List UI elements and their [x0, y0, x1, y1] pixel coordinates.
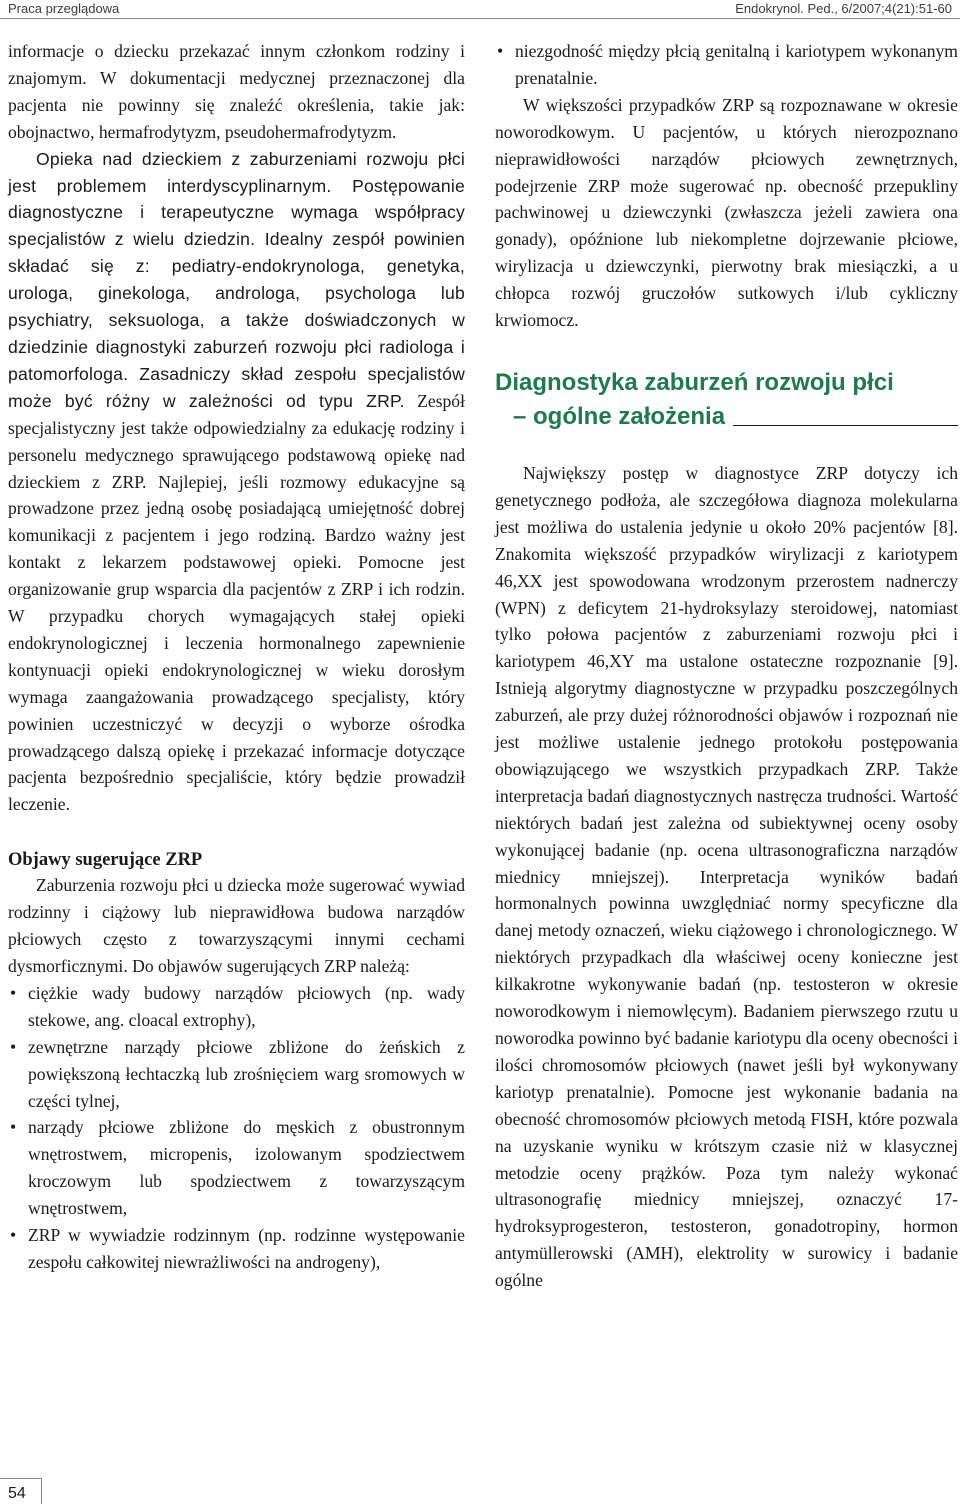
heading-rule [733, 425, 958, 426]
paragraph-sans-part: Opieka nad dzieckiem z zaburzeniami rozwoju płci jest problemem interdyscyplinarnym. Postępowanie diagnostyczne i terapeutyczne wymaga współpracy specjalistów z wielu dziedzin. Idealny zespół powinien składać się z: pediatry-endokrynologa, genetyka, urologa, ginekologa, androloga, psychologa lub psychiatry, seksuologa, a także doświadczonych w dziedzinie diagnostyki zaburzeń rozwoju płci radiologa i patomorfologa. Zasadniczy skład zespołu specjalistów może być różny w zależności od typu ZRP. [8, 148, 465, 411]
paragraph-serif-part: Zespół specjalistyczny jest także odpowiedzialny za edukację rodziny i personelu medycznego sprawującego podstawową opiekę nad dzieckiem z ZRP. Najlepiej, jeśli rozmowy edukacyjne są prowadzone przez jedną osobę posiadającą umiejętność dobrej komunikacji z pacjentem i jego rodziną. Bardzo ważny jest kontakt z lekarzem podstawowej opieki. Pomocne jest organizowanie grup wsparcia dla pacjentów z ZRP i ich rodzin. W przypadku chorych wymagających stałej opieki endokrynologicznej i leczenia hormonalnego zapewnienie kontynuacji opieki endokrynologicznej w wieku dorosłym wymaga zaangażowania prowadzącego specjalisty, który powinien uczestniczyć w decyzji o wyborze ośrodka prowadzącego dalszą opiekę i przekazać informacje dotyczące pacjenta bezpośrednio specjaliście, który będzie prowadził leczenie. [8, 390, 465, 815]
list-item: • zewnętrzne narządy płciowe zbliżone do żeńskich z powiększoną łechtaczką lub zrośnięciem warg sromowych w części tylnej, [8, 1034, 465, 1115]
symptoms-list-continued [495, 38, 958, 92]
section-label: Praca przeglądowa [8, 1, 120, 16]
running-header [0, 0, 960, 19]
paragraph-interdisciplinary-care [8, 146, 465, 819]
paragraph-symptoms-intro: Zaburzenia rozwoju płci u dziecka może sugerować wywiad rodzinny i ciążowy lub nieprawidłowa budowa narządów płciowych często z towarzyszącymi innymi cechami dysmorficznymi. Do objawów sugerujących ZRP należą: [8, 875, 465, 976]
list-item: • ciężkie wady budowy narządów płciowych (np. wady stekowe, ang. cloacal extrophy), [8, 980, 465, 1034]
left-column [8, 38, 465, 1276]
page-number: 54 [0, 1478, 42, 1504]
journal-citation: Endokrynol. Ped., 6/2007;4(21):51-60 [735, 1, 952, 16]
list-item: • niezgodność między płcią genitalną i kariotypem wykonanym prenatalnie. [495, 38, 958, 92]
heading-line-1: Diagnostyka zaburzeń rozwoju płci [495, 368, 894, 396]
paragraph-continuation: informacje o dziecku przekazać innym członkom rodziny i znajomym. W dokumentacji medycznej przeznaczonej dla pacjenta nie powinny się znaleźć określenia, takie jak: obojnactwo, hermafrodytyzm, pseudohermafrodytyzm. [8, 41, 465, 142]
symptoms-list [8, 980, 465, 1276]
section-heading-diagnostics [495, 366, 958, 434]
list-item: • ZRP w wywiadzie rodzinnym (np. rodzinne występowanie zespołu całkowitej niewrażliwości na androgeny), [8, 1222, 465, 1276]
paragraph-diagnostics: Największy postęp w diagnostyce ZRP dotyczy ich genetycznego podłoża, ale szczegółowa diagnoza molekularna jest możliwa do ustalenia jedynie u około 20% pacjentów [8]. Znakomita większość przypadków wirylizacji z kariotypem 46,XX jest spowodowana wrodzonym przerostem nadnerczy (WPN) z deficytem 21-hydroksylazy steroidowej, natomiast tylko połowa pacjentów z zaburzeniami rozwoju płci i kariotypem 46,XY ma ustalone ostateczne rozpoznanie [9]. Istnieją algorytmy diagnostyczne w przypadku poszczególnych zaburzeń, ale przy dużej różnorodności objawów i rozpoznań nie jest możliwe ustalenie jednego protokołu postępowania obowiązującego we wszystkich przypadkach ZRP. Także interpretacja badań diagnostycznych nastręcza trudności. Wartość niektórych badań jest zależna od subiektywnej oceny osoby wykonującej badanie (np. ocena ultrasonograficzna narządów miednicy mniejszej). Interpretacja wyników badań hormonalnych powinna uwzględniać normy specyficzne dla danej metody oznaczeń, wieku ciążowego i chronologicznego. W niektórych przypadkach dla właściwej oceny konieczne jest kilkakrotne wykonywanie badań (np. testosteron w okresie noworodkowym i niemowlęcym). Badaniem pierwszego rzutu u noworodka powinno być badanie kariotypu dla oceny obecności i ilości chromosomów płciowych (nawet jeśli był wykonywany kariotyp prenatalnie). Pomocne jest wykonanie badania na obecność chromosomów płciowych metodą FISH, które pozwala na uzyskanie wyniku w krótszym czasie niż w klasycznej metodzie oceny prążków. Poza tym należy wykonać ultrasonografię miednicy mniejszej, oznaczyć 17-hydroksyprogesteron, testosteron, gonadotropiny, hormon antymüllerowski (AMH), elektrolity w surowicy i badanie ogólne [495, 462, 958, 1291]
paragraph-neonatal-diagnosis: W większości przypadków ZRP są rozpoznawane w okresie noworodkowym. U pacjentów, u których nierozpoznano nieprawidłowości narządów płciowych zewnętrznych, podejrzenie ZRP może sugerować np. obecność przepukliny pachwinowej u dziewczynki (zwłaszcza jeżeli zawiera ona gonady), opóźnione lub niekompletne dojrzewanie płciowe, wirylizacja u dziewczynki, pierwotny brak miesiączki, a u chłopca rozwój gruczołów sutkowych i/lub cykliczny krwiomocz. [495, 94, 958, 331]
heading-line-2-wrap [495, 400, 958, 434]
section-heading-symptoms: Objawy sugerujące ZRP [8, 850, 203, 871]
right-column [495, 38, 958, 1294]
heading-line-2: – ogólne założenia [513, 402, 726, 430]
list-item: • narządy płciowe zbliżone do męskich z obustronnym wnętrostwem, micropenis, izolowanym spodziectwem kroczowym lub spodziectwem z towarzyszącym wnętrostwem, [8, 1114, 465, 1222]
